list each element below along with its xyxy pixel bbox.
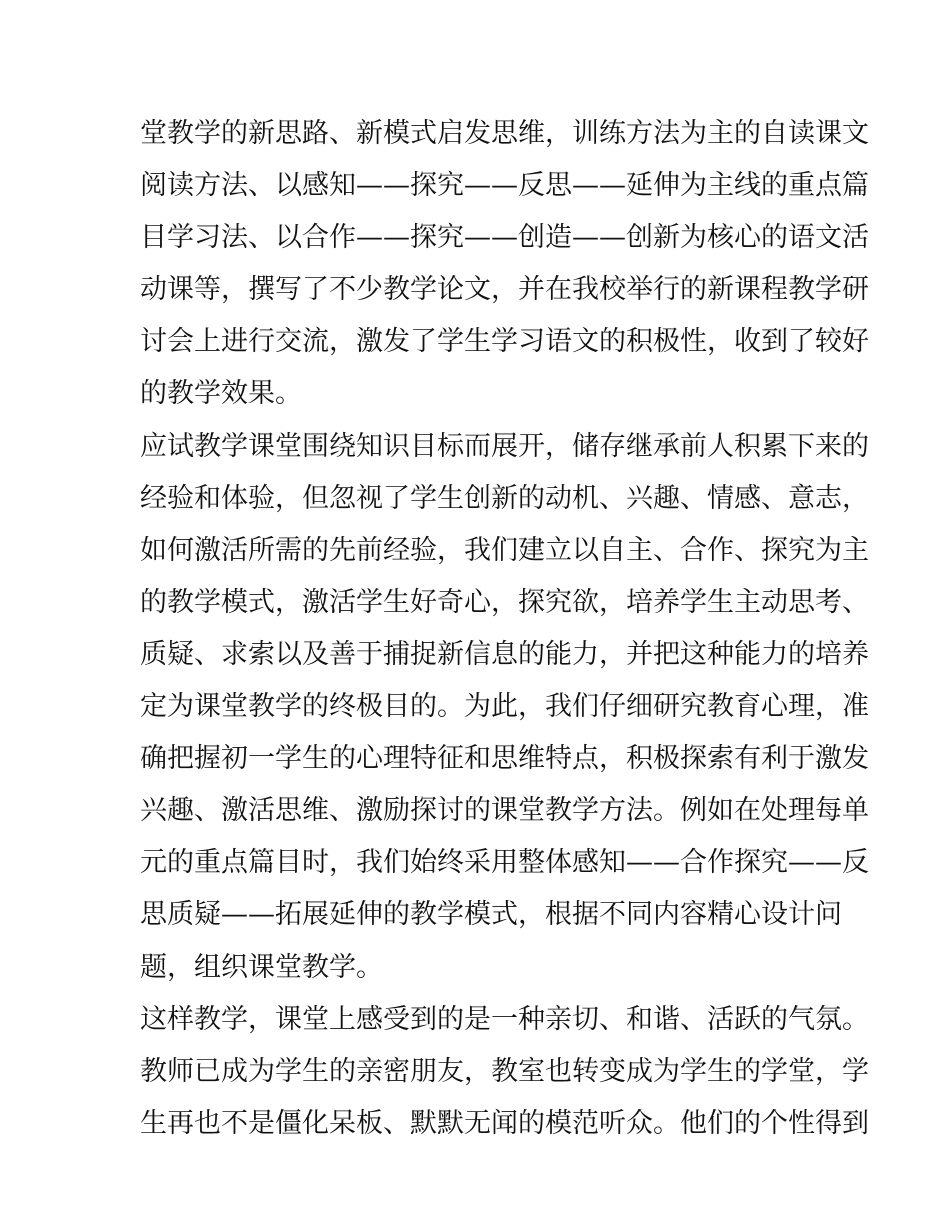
text-line: 兴趣、激活思维、激励探讨的课堂教学方法。例如在处理每单 (140, 795, 869, 827)
text-line: 阅读方法、以感知——探究——反思——延伸为主线的重点篇 (140, 170, 869, 202)
text-line: 教师已成为学生的亲密朋友，教室也转变成为学生的学堂，学 (140, 1055, 869, 1087)
text-line: 的教学效果。 (140, 378, 302, 410)
text-line: 如何激活所需的先前经验，我们建立以自主、合作、探究为主 (140, 534, 869, 566)
text-line: 的教学模式，激活学生好奇心，探究欲，培养学生主动思考、 (140, 586, 869, 618)
body-text (140, 108, 869, 1150)
text-line: 应试教学课堂围绕知识目标而展开，储存继承前人积累下来的 (140, 430, 869, 462)
text-line: 目学习法、以合作——探究——创造——创新为核心的语文活 (140, 222, 869, 254)
text-line: 题，组织课堂教学。 (140, 951, 383, 983)
text-line: 思质疑——拓展延伸的教学模式，根据不同内容精心设计问 (140, 899, 842, 931)
text-line: 堂教学的新思路、新模式启发思维，训练方法为主的自读课文 (140, 118, 869, 149)
text-line: 质疑、求索以及善于捕捉新信息的能力，并把这种能力的培养 (140, 638, 869, 670)
text-line: 元的重点篇目时，我们始终采用整体感知——合作探究——反 (140, 847, 869, 879)
text-line: 确把握初一学生的心理特征和思维特点，积极探索有利于激发 (140, 743, 869, 775)
text-line: 生再也不是僵化呆板、默默无闻的模范听众。他们的个性得到 (140, 1107, 869, 1139)
text-line: 讨会上进行交流，激发了学生学习语文的积极性，收到了较好 (140, 326, 869, 358)
text-line: 经验和体验，但忽视了学生创新的动机、兴趣、情感、意志， (140, 482, 869, 514)
text-line: 动课等，撰写了不少教学论文，并在我校举行的新课程教学研 (140, 274, 869, 306)
text-line: 定为课堂教学的终极目的。为此，我们仔细研究教育心理，准 (140, 691, 869, 723)
text-line: 这样教学，课堂上感受到的是一种亲切、和谐、活跃的气氛。 (140, 1003, 869, 1035)
